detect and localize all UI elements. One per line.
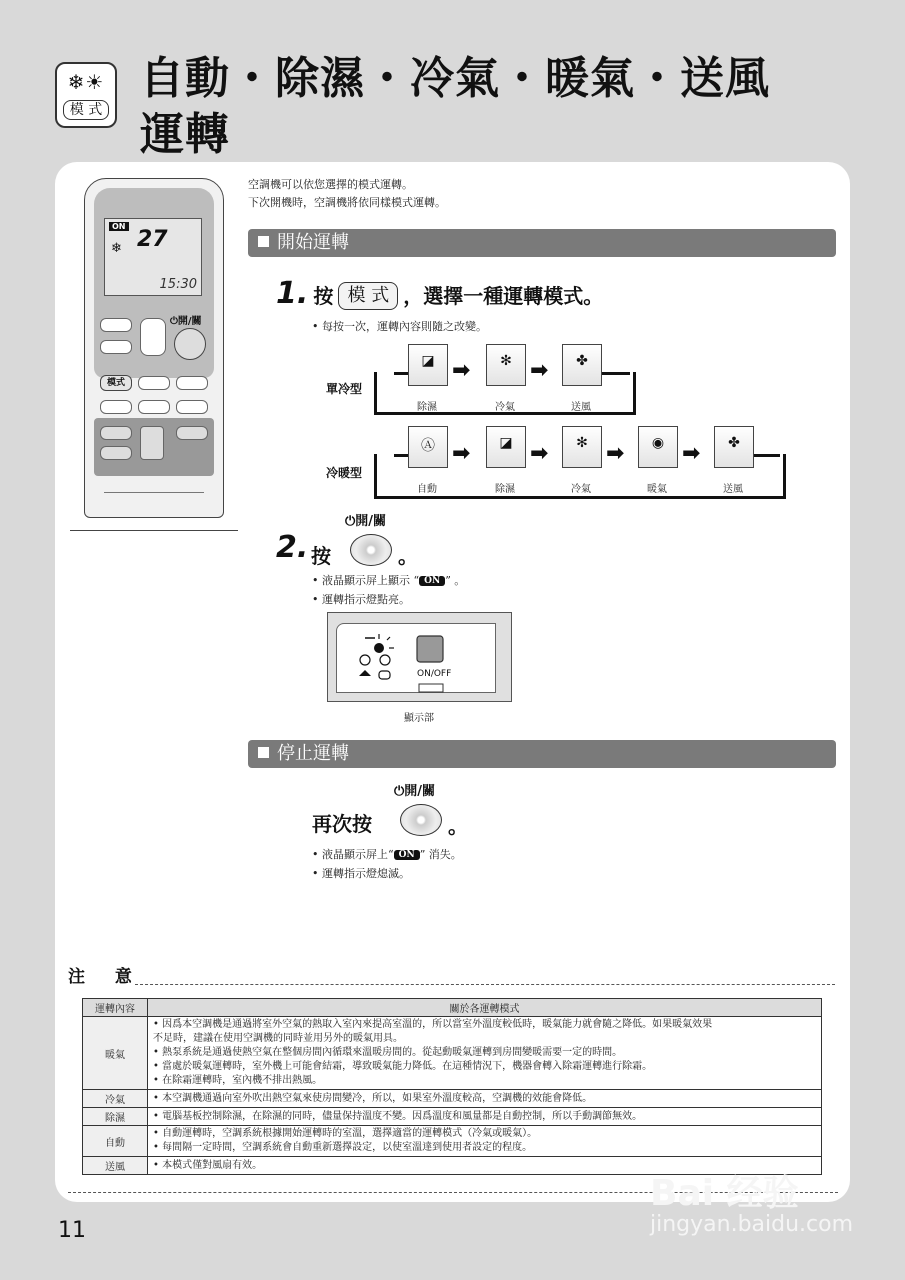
mode-cell: 暖氣	[83, 1017, 148, 1090]
arrow-right-icon: ➡	[530, 358, 549, 383]
step-number: 2.	[276, 530, 309, 565]
remote-button	[100, 400, 132, 414]
watermark-logo: Bai 经验	[650, 1173, 799, 1214]
power-button-icon	[350, 534, 392, 566]
mode-label-fan: 送風	[723, 484, 743, 495]
mode-badge-icon	[55, 62, 117, 128]
arrow-right-icon: ➡	[530, 441, 549, 466]
remote-button	[176, 376, 208, 390]
table-row	[83, 1090, 822, 1108]
note-text: ” 消失。	[419, 848, 462, 861]
step-end: 。	[398, 544, 418, 568]
heat-pump-label: 冷暖型	[326, 466, 363, 480]
step-press: 按	[313, 284, 334, 308]
remote-base-line	[70, 530, 238, 531]
square-bullet-icon	[258, 236, 269, 247]
remote-control-illustration	[84, 178, 224, 538]
description-line: • 因爲本空調機是通過將室外空氣的熱取入室內來提高室溫的，所以當室外溫度較低時，暖氣能力就會隨之降低。如果暖氣效果	[153, 1019, 713, 1030]
power-icon	[380, 655, 390, 665]
lcd-on-indicator: ON	[109, 222, 129, 231]
caution-table	[82, 998, 822, 1175]
mode-cell: 除濕	[83, 1108, 148, 1126]
section-title: 開始運轉	[277, 232, 349, 253]
arrow-right-icon: ➡	[606, 441, 625, 466]
description-line: • 本空調機通過向室外吹出熱空氣來使房間變冷，所以，如果室外溫度較高，空調機的效能會降低。	[153, 1092, 593, 1104]
arrow-right-icon: ➡	[452, 358, 471, 383]
stop-note-2: • 運轉指示燈熄滅。	[312, 867, 410, 880]
power-label: ⏻開/關	[394, 784, 436, 799]
onoff-button-icon	[417, 636, 443, 662]
snowflake-icon: ✻	[500, 353, 512, 369]
mode-card-heat	[638, 426, 678, 468]
remote-button	[100, 318, 132, 332]
power-label: ⏻開/關	[345, 514, 387, 529]
description-line: • 本模式僅對風扇有效。	[153, 1159, 263, 1171]
snowflake-icon: ❄	[111, 241, 122, 256]
indicator-lamps	[337, 624, 497, 694]
watermark-url: jingyan.baidu.com	[650, 1212, 854, 1237]
step-1	[276, 276, 603, 311]
mode-card-fan	[562, 344, 602, 386]
table-row	[83, 1108, 822, 1126]
step-number: 1.	[276, 276, 309, 311]
page-title-line2: 運轉	[140, 109, 230, 160]
intro-line-1: 空調機可以依您選擇的模式運轉。	[248, 178, 413, 191]
remote-power-button	[174, 328, 206, 360]
dry-icon: ◪	[499, 435, 513, 451]
mode-card-dry	[486, 426, 526, 468]
flow-line	[750, 454, 780, 457]
page-number: 11	[58, 1218, 86, 1243]
mode-card-dry	[408, 344, 448, 386]
mode-label-cool: 冷氣	[495, 402, 515, 413]
mode-card-fan	[714, 426, 754, 468]
remote-button	[100, 446, 132, 460]
run-lamp-icon	[374, 643, 384, 653]
fan-icon: ✤	[728, 435, 740, 451]
stop-note-1	[312, 846, 462, 862]
on-indicator: ON	[419, 576, 445, 586]
section-stop-operation	[248, 740, 836, 768]
remote-button	[176, 426, 208, 440]
description-line: • 當處於暖氣運轉時，室外機上可能會結霜，導致暖氣能力降低。在這種情況下，機器會轉入除霜運轉進行除霜。	[153, 1061, 653, 1072]
snowflake-icon: ✻	[576, 435, 588, 451]
remote-power-label: ⏻開/關	[170, 316, 202, 327]
mode-label-cool: 冷氣	[571, 484, 591, 495]
home-icon	[359, 670, 371, 676]
column-header: 關於各運轉模式	[148, 999, 822, 1017]
description-cell	[148, 1090, 822, 1108]
mode-label-dry: 除濕	[495, 484, 515, 495]
mode-badge-label: 模 式	[63, 100, 109, 120]
mode-cell: 送風	[83, 1157, 148, 1175]
mode-cell: 冷氣	[83, 1090, 148, 1108]
sun-icon: ◉	[651, 435, 665, 451]
caution-title: 注 意	[68, 967, 144, 987]
snow-sun-icon: ❄☀	[67, 70, 105, 94]
note-text: • 液晶顯示屏上顯示 “	[312, 574, 420, 587]
mode-cell: 自動	[83, 1126, 148, 1157]
remote-button	[138, 376, 170, 390]
mode-card-auto	[408, 426, 448, 468]
table-row	[83, 1126, 822, 1157]
cool-only-label: 單冷型	[326, 382, 363, 396]
description-line: • 電腦基板控制除濕，在除濕的同時，儘量保持溫度不變。因爲溫度和風量都是自動控制，所以手動調節無效。	[153, 1110, 643, 1122]
auto-icon: Ⓐ	[421, 438, 435, 454]
remote-button	[100, 426, 132, 440]
column-header: 運轉內容	[83, 999, 148, 1017]
note-text: • 液晶顯示屏上“	[312, 848, 394, 861]
remote-mode-button: 模式	[100, 375, 132, 391]
display-face	[336, 623, 496, 693]
arrow-right-icon: ➡	[682, 441, 701, 466]
description-line: • 熱泵系統是通過使熱空氣在整個房間內循環來溫暖房間的。從起動暖氣運轉到房間變暖需要一定的時間。	[153, 1047, 623, 1058]
description-cell	[148, 1017, 822, 1090]
divider	[135, 984, 835, 985]
square-bullet-icon	[258, 747, 269, 758]
mode-label-fan: 送風	[571, 402, 591, 413]
remote-lcd	[104, 218, 202, 296]
mode-card-cool	[562, 426, 602, 468]
note-text: ” 。	[445, 574, 466, 587]
fan-icon: ✤	[576, 353, 588, 369]
power-button-icon	[400, 804, 442, 836]
timer-icon	[360, 655, 370, 665]
remote-button	[176, 400, 208, 414]
mode-card-cool	[486, 344, 526, 386]
remote-button	[100, 340, 132, 354]
arrow-right-icon: ➡	[452, 441, 471, 466]
step-press: 再次按	[312, 812, 372, 836]
description-cell	[148, 1126, 822, 1157]
remote-temp-rocker	[140, 318, 166, 356]
remote-button	[140, 426, 164, 460]
description-cell	[148, 1108, 822, 1126]
intro-line-2: 下次開機時，空調機將依同樣模式運轉。	[248, 196, 446, 209]
step-1-note: • 每按一次，運轉內容則隨之改變。	[312, 320, 487, 333]
lcd-clock: 15:30	[159, 277, 197, 292]
mode-key: 模 式	[338, 282, 398, 310]
onoff-label: ON/OFF	[417, 669, 452, 679]
remote-slot	[104, 492, 204, 515]
mode-label-auto: 自動	[417, 484, 437, 495]
on-indicator: ON	[394, 850, 420, 860]
mode-label-dry: 除濕	[417, 402, 437, 413]
remote-button	[138, 400, 170, 414]
display-caption: 顯示部	[404, 713, 434, 724]
dry-icon: ◪	[421, 353, 435, 369]
mode-label-heat: 暖氣	[647, 484, 667, 495]
step-2-note-2: • 運轉指示燈點亮。	[312, 593, 410, 606]
page-title: 自動・除濕・冷氣・暖氣・送風	[140, 53, 770, 104]
step-end: 。	[448, 814, 468, 838]
section-title: 停止運轉	[277, 743, 349, 764]
section-start-operation	[248, 229, 836, 257]
description-line: • 每間隔一定時間，空調系統會自動重新選擇設定，以使室溫達到使用者設定的程度。	[153, 1142, 533, 1153]
table-row	[83, 1017, 822, 1090]
description-line: 不足時，建議在使用空調機的同時並用另外的暖氣用具。	[153, 1033, 403, 1044]
step-press: 按	[311, 544, 331, 568]
step-2-note-1	[312, 572, 465, 588]
lcd-temperature: 27	[137, 227, 168, 252]
step-action: ，選擇一種運轉模式。	[403, 284, 604, 308]
remote-lower-panel	[94, 418, 214, 476]
indoor-display-illustration	[327, 612, 512, 702]
description-line: • 在除霜運轉時，室內機不排出熱風。	[153, 1075, 323, 1086]
description-line: • 自動運轉時，空調系統根據開始運轉時的室溫，選擇適當的運轉模式（冷氣或暖氣）。	[153, 1128, 538, 1139]
